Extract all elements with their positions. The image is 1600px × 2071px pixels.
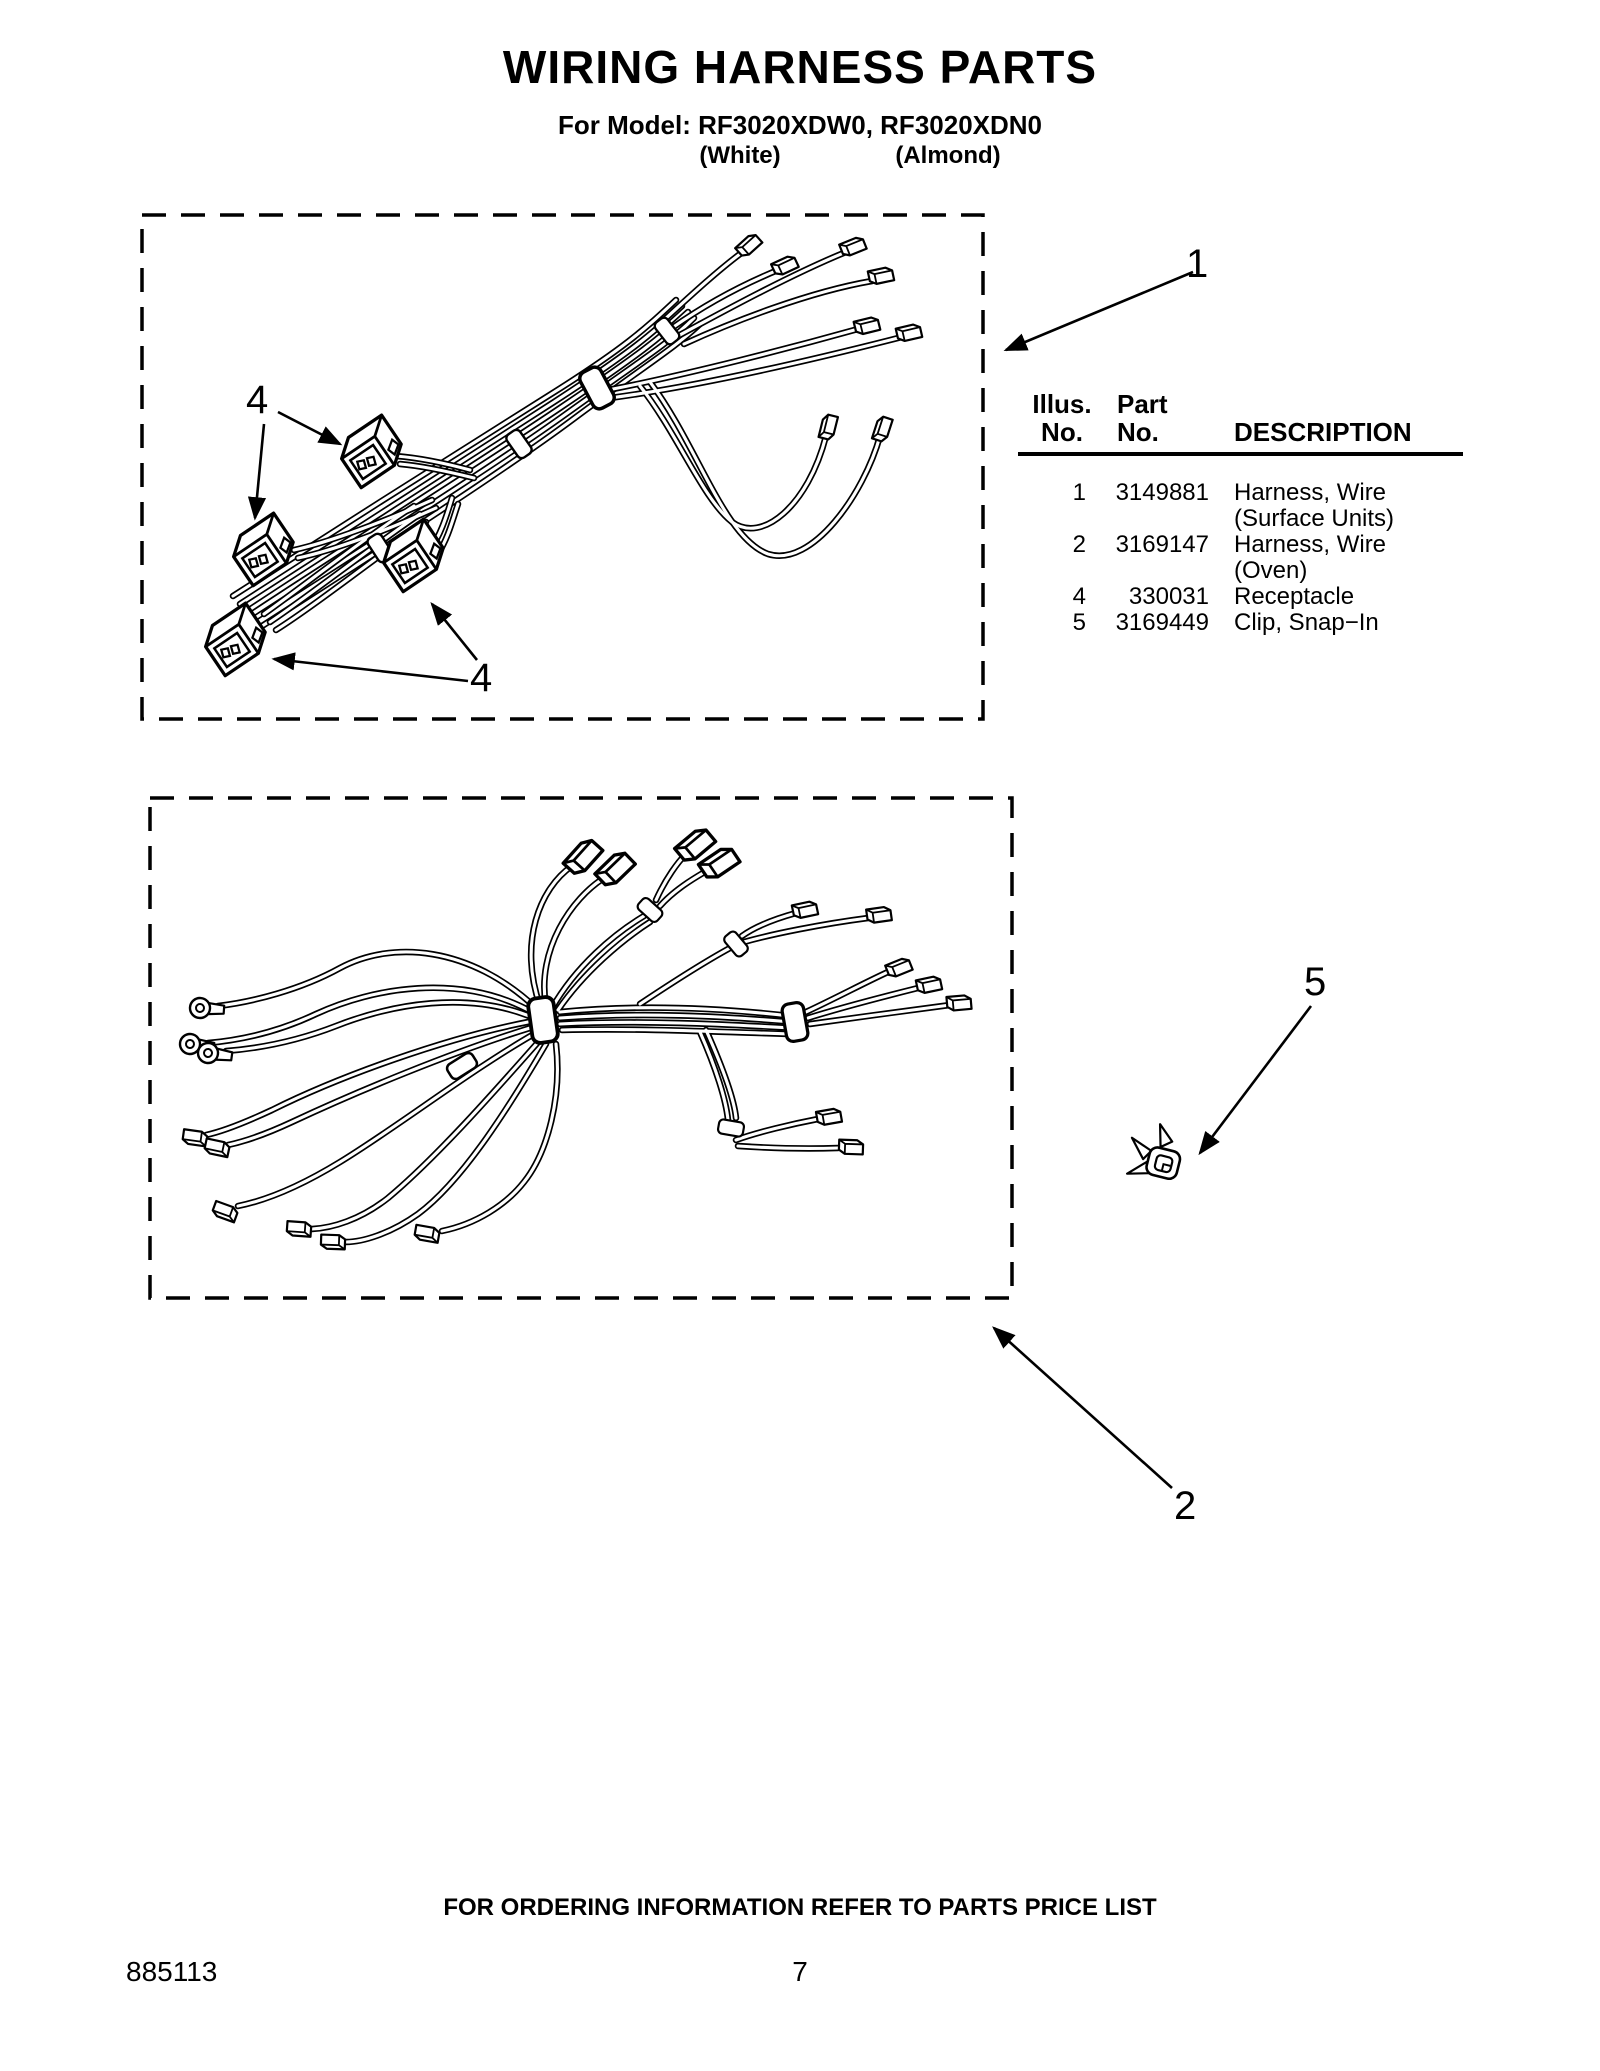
header-part: Part No. <box>1117 389 1168 447</box>
illus-no: 5 <box>1072 609 1086 636</box>
description: Harness, Wire (Surface Units) <box>1234 479 1395 532</box>
illus-no: 4 <box>1072 583 1086 610</box>
illus-no: 1 <box>1072 479 1086 506</box>
table-row <box>1018 532 1463 584</box>
table-row <box>1018 480 1463 532</box>
header-description: DESCRIPTION <box>1234 417 1412 447</box>
callout-arrow-4-up <box>432 604 477 660</box>
callout-label-1: 1 <box>1186 242 1209 286</box>
illus-no: 2 <box>1072 531 1086 558</box>
model-numbers: RF3020XDW0, RF3020XDN0 <box>698 110 1043 140</box>
callout-arrow-5 <box>1200 1006 1311 1153</box>
description: Harness, Wire (Oven) <box>1234 531 1387 584</box>
description: Clip, Snap−In <box>1234 609 1379 636</box>
part-no: 3169449 <box>1115 609 1209 636</box>
callout-arrow-4-left <box>274 659 468 681</box>
table-row <box>1018 584 1463 610</box>
model-label: For Model: <box>557 110 691 140</box>
page-number: 7 <box>792 1956 808 1987</box>
callout-label-2: 2 <box>1174 1484 1197 1528</box>
callout-arrow-2 <box>994 1328 1172 1488</box>
color-label-almond: (Almond) <box>895 142 1001 169</box>
description: Receptacle <box>1234 583 1355 610</box>
part-no: 3169147 <box>1115 531 1209 558</box>
callout-label-4-lower: 4 <box>470 656 493 700</box>
callout-arrow-1 <box>1006 272 1193 350</box>
surface-harness-boundary-box <box>142 215 983 719</box>
model-line <box>0 110 1600 141</box>
callout-arrow-4-down <box>255 424 264 518</box>
callout-label-4-upper: 4 <box>246 378 269 422</box>
oven-harness-figure <box>179 825 972 1249</box>
part-no: 3149881 <box>1115 479 1209 506</box>
snap-in-clip-figure <box>1123 1118 1187 1185</box>
receptacle-connector <box>334 415 409 488</box>
color-label-white: (White) <box>699 142 781 169</box>
parts-table-header <box>1018 390 1463 446</box>
table-rule <box>1018 452 1463 456</box>
table-row <box>1018 610 1463 636</box>
parts-table-body <box>1018 480 1463 636</box>
page-title: WIRING HARNESS PARTS <box>502 41 1098 93</box>
part-no: 330031 <box>1128 583 1209 610</box>
callout-label-5: 5 <box>1304 960 1327 1004</box>
parts-table <box>1018 390 1463 636</box>
ordering-note: FOR ORDERING INFORMATION REFER TO PARTS PRICE LIST <box>443 1894 1157 1921</box>
surface-units-harness-figure <box>198 232 922 676</box>
callout-arrow-4-diagonal <box>278 412 340 444</box>
document-number: 885113 <box>126 1956 218 1987</box>
header-illus: Illus. No. <box>1032 389 1092 447</box>
